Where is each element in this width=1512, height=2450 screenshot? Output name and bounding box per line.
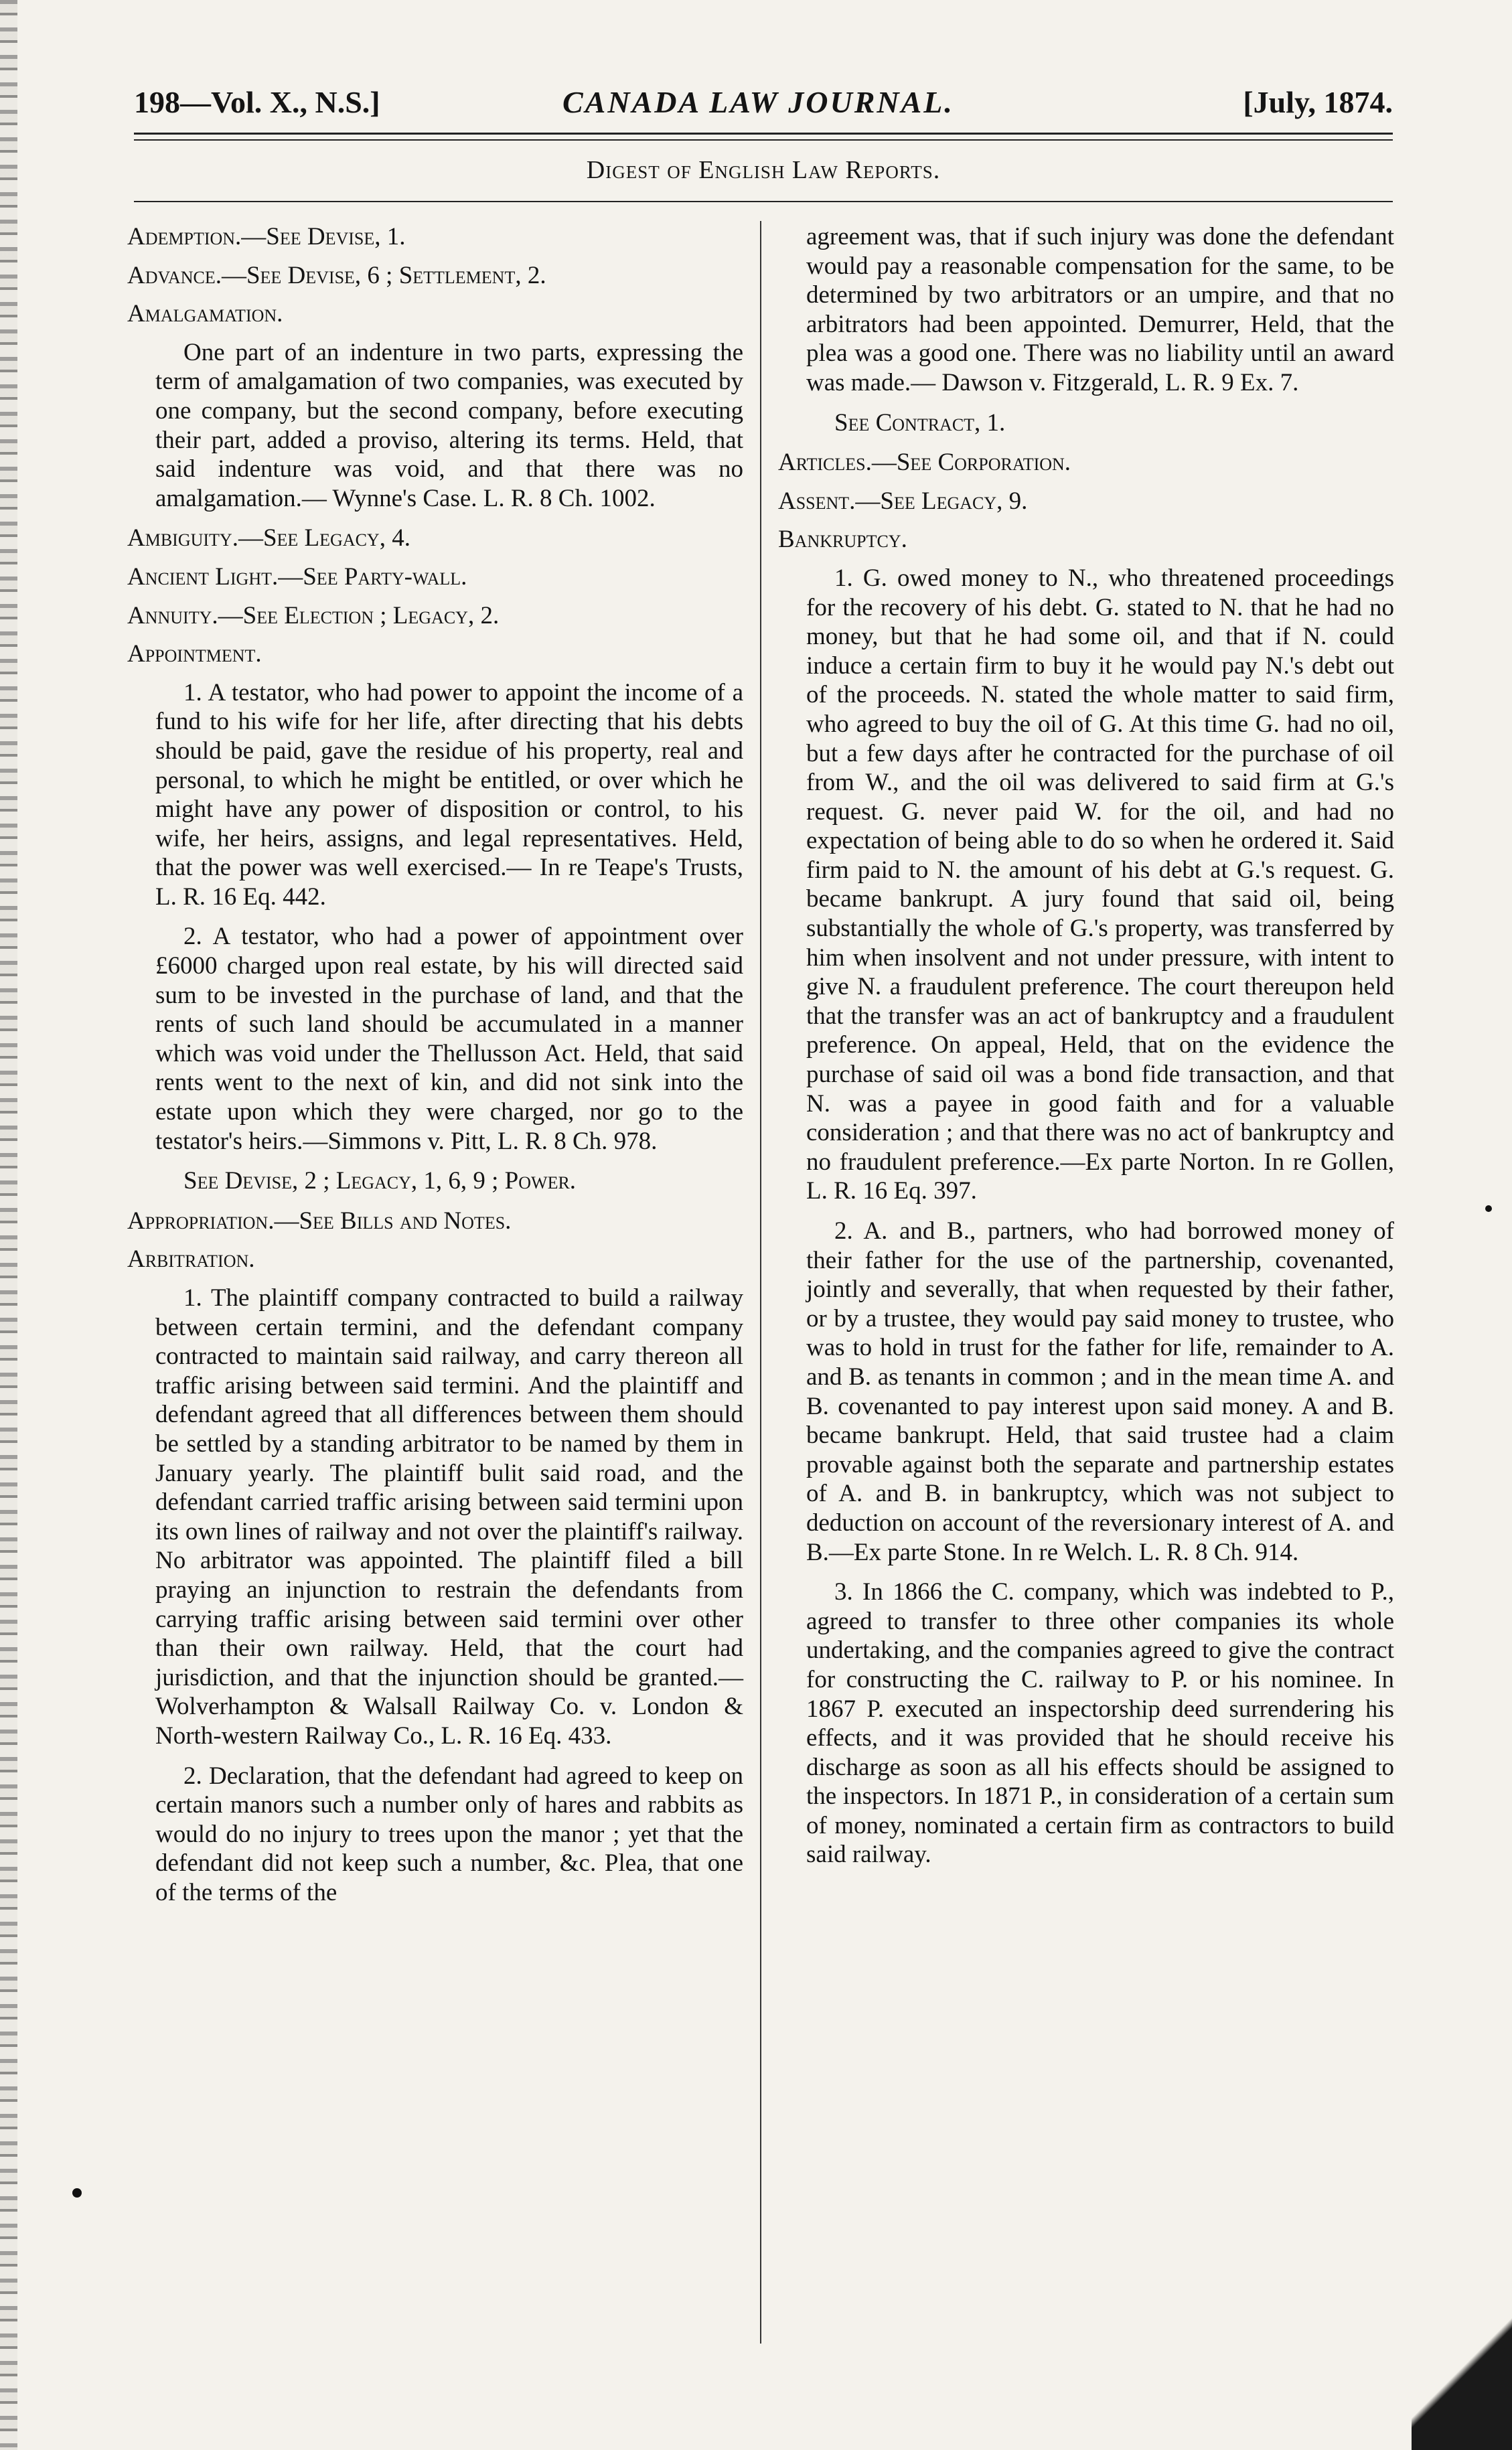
left-column [127, 222, 743, 2345]
page-edge-shadow [0, 0, 17, 2450]
digest-paragraph: 1. A testator, who had power to appoint the income of a fund to his wife for her life, after directing that his debts should be paid, gave the residue of his property, real and personal, to which he might be entitled, or over which he might have any power of disposition or control, to his wife, her heirs, assigns, and legal representatives. Held, that the power was well exercised.— In re Teape's Trusts, L. R. 16 Eq. 442. [155, 678, 743, 911]
entry-heading: Articles.—See Corporation. [778, 449, 1071, 477]
running-header [134, 79, 1393, 126]
cross-reference: See Devise, 2 ; Legacy, 1, 6, 9 ; Power. [183, 1167, 577, 1195]
header-date: [July, 1874. [1243, 85, 1393, 119]
header-rule-bottom [134, 139, 1393, 141]
entry-heading: Amalgamation. [127, 300, 283, 328]
header-volume: 198—Vol. X., N.S.] [134, 85, 380, 119]
page-corner-shadow [1412, 2296, 1512, 2450]
ink-spot [1485, 1205, 1492, 1212]
digest-paragraph: 2. A testator, who had a power of appointment over £6000 charged upon real estate, by his will directed said sum to be invested in the purchase of land, and that the rents of such land should be accumulated in a manner which was void under the Thellusson Act. Held, that said rents went to the next of kin, and did not sink into the estate upon which they were charged, nor go to the testator's heirs.—Simmons v. Pitt, L. R. 8 Ch. 978. [155, 923, 743, 1155]
right-column [778, 222, 1394, 2345]
section-title-rule [134, 201, 1393, 202]
digest-paragraph: 3. In 1866 the C. company, which was indebted to P., agreed to transfer to three other companies its whole undertaking, and the companies agreed to give the contract for constructing the C. railway to P. or his nominee. In 1867 P. executed an inspectorship deed surrendering his effects, and it was provided that he should receive his discharge as soon as all his effects should be assigned to the inspectors. In 1871 P., in consideration of a certain sum of money, nominated a certain firm as contractors to build said railway. [806, 1578, 1394, 1869]
digest-paragraph: 2. Declaration, that the defendant had agreed to keep on certain manors such a number only of hares and rabbits as would do no injury to trees upon the manor ; yet that the defendant did not keep such a number, &c. Plea, that one of the terms of the [155, 1762, 743, 1906]
digest-paragraph: 1. G. owed money to N., who threatened proceedings for the recovery of his debt. G. stated to N. that he had no money, but that he had some oil, and that if N. could induce a certain firm to buy it he would pay N.'s debt out of the proceeds. N. stated the whole matter to said firm, who agreed to buy the oil of G. At this time G. had no oil, but a few days after he contracted for the purchase of oil from W., and the oil was delivered to said firm at G.'s request. G. never paid W. for the oil, and had no expectation of being able to do so when he ordered it. Said firm paid to N. the amount of his debt at G.'s request. G. became bankrupt. A jury found that said oil, being substantially the whole of G.'s property, was transferred by him when insolvent and not under pressure, with intent to give N. a fraudulent preference. The court thereupon held that the transfer was an act of bankruptcy and a fraudulent preference. On appeal, Held, that on the evidence the purchase of said oil was a bond fide transaction, and that N. was a payee in good faith and for a valuable consideration ; and that there was no act of bankruptcy and no fraudulent preference.—Ex parte Norton. In re Gollen, L. R. 16 Eq. 397. [806, 564, 1394, 1205]
digest-paragraph-continued: agreement was, that if such injury was done the defendant would pay a reasonable compensation for the same, to be determined by two arbitrators or an umpire, and that no arbitrators had been appointed. Demurrer, Held, that the plea was a good one. There was no liability until an award was made.— Dawson v. Fitzgerald, L. R. 9 Ex. 7. [806, 223, 1394, 396]
entry-heading: Ademption.—See Devise, 1. [127, 223, 406, 250]
entry-heading: Advance.—See Devise, 6 ; Settlement, 2. [127, 261, 546, 289]
header-journal-title: CANADA LAW JOURNAL. [562, 85, 954, 119]
entry-heading: Annuity.—See Election ; Legacy, 2. [127, 601, 500, 629]
entry-heading: Ambiguity.—See Legacy, 4. [127, 524, 410, 552]
ink-spot [72, 2188, 82, 2198]
entry-heading: Appropriation.—See Bills and Notes. [127, 1207, 512, 1235]
entry-heading: Appointment. [127, 640, 262, 668]
entry-heading: Assent.—See Legacy, 9. [778, 487, 1028, 515]
entry-heading: Arbitration. [127, 1245, 255, 1274]
digest-paragraph: One part of an indenture in two parts, expressing the term of amalgamation of two companies, was executed by one company, but the second company, before executing their part, added a proviso, altering its terms. Held, that said indenture was void, and that there was no amalgamation.— Wynne's Case. L. R. 8 Ch. 1002. [155, 338, 743, 512]
entry-heading: Ancient Light.—See Party-wall. [127, 562, 467, 591]
digest-paragraph: 1. The plaintiff company contracted to build a railway between certain termini, and the defendant company contracted to maintain said railway, and carry thereon all traffic arising between said termini. And the plaintiff and defendant agreed that all differences between them should be settled by a standing arbitrator to be named by them in January yearly. The plaintiff bulit said road, and the defendant carried traffic arising between said termini upon its own lines of railway and not over the plaintiff's railway. No arbitrator was appointed. The plaintiff filed a bill praying an injunction to restrain the defendants from carrying traffic arising between said termini over other than their own railway. Held, that the court had jurisdiction, and that the injunction should be granted.— Wolverhampton & Walsall Railway Co. v. London & North-western Railway Co., L. R. 16 Eq. 433. [155, 1284, 743, 1750]
header-rule-top [134, 133, 1393, 135]
digest-paragraph: 2. A. and B., partners, who had borrowed money of their father for the use of the partnership, covenanted, jointly and severally, that when requested by their father, or by a trustee, they would pay said money to trustee, who was to hold in trust for the father for life, remainder to A. and B. as tenants in common ; and in the mean time A. and B. covenanted to pay interest upon said money. A and B. became bankrupt. Held, that said trustee had a claim provable against both the separate and partnership estates of A. and B. in bankruptcy, which was not subject to deduction on account of the reversionary interest of A. and B.—Ex parte Stone. In re Welch. L. R. 8 Ch. 914. [806, 1217, 1394, 1566]
section-title: Digest of English Law Reports. [586, 156, 941, 184]
cross-reference: See Contract, 1. [834, 408, 1006, 437]
column-divider [760, 221, 761, 2344]
entry-heading: Bankruptcy. [778, 526, 907, 554]
